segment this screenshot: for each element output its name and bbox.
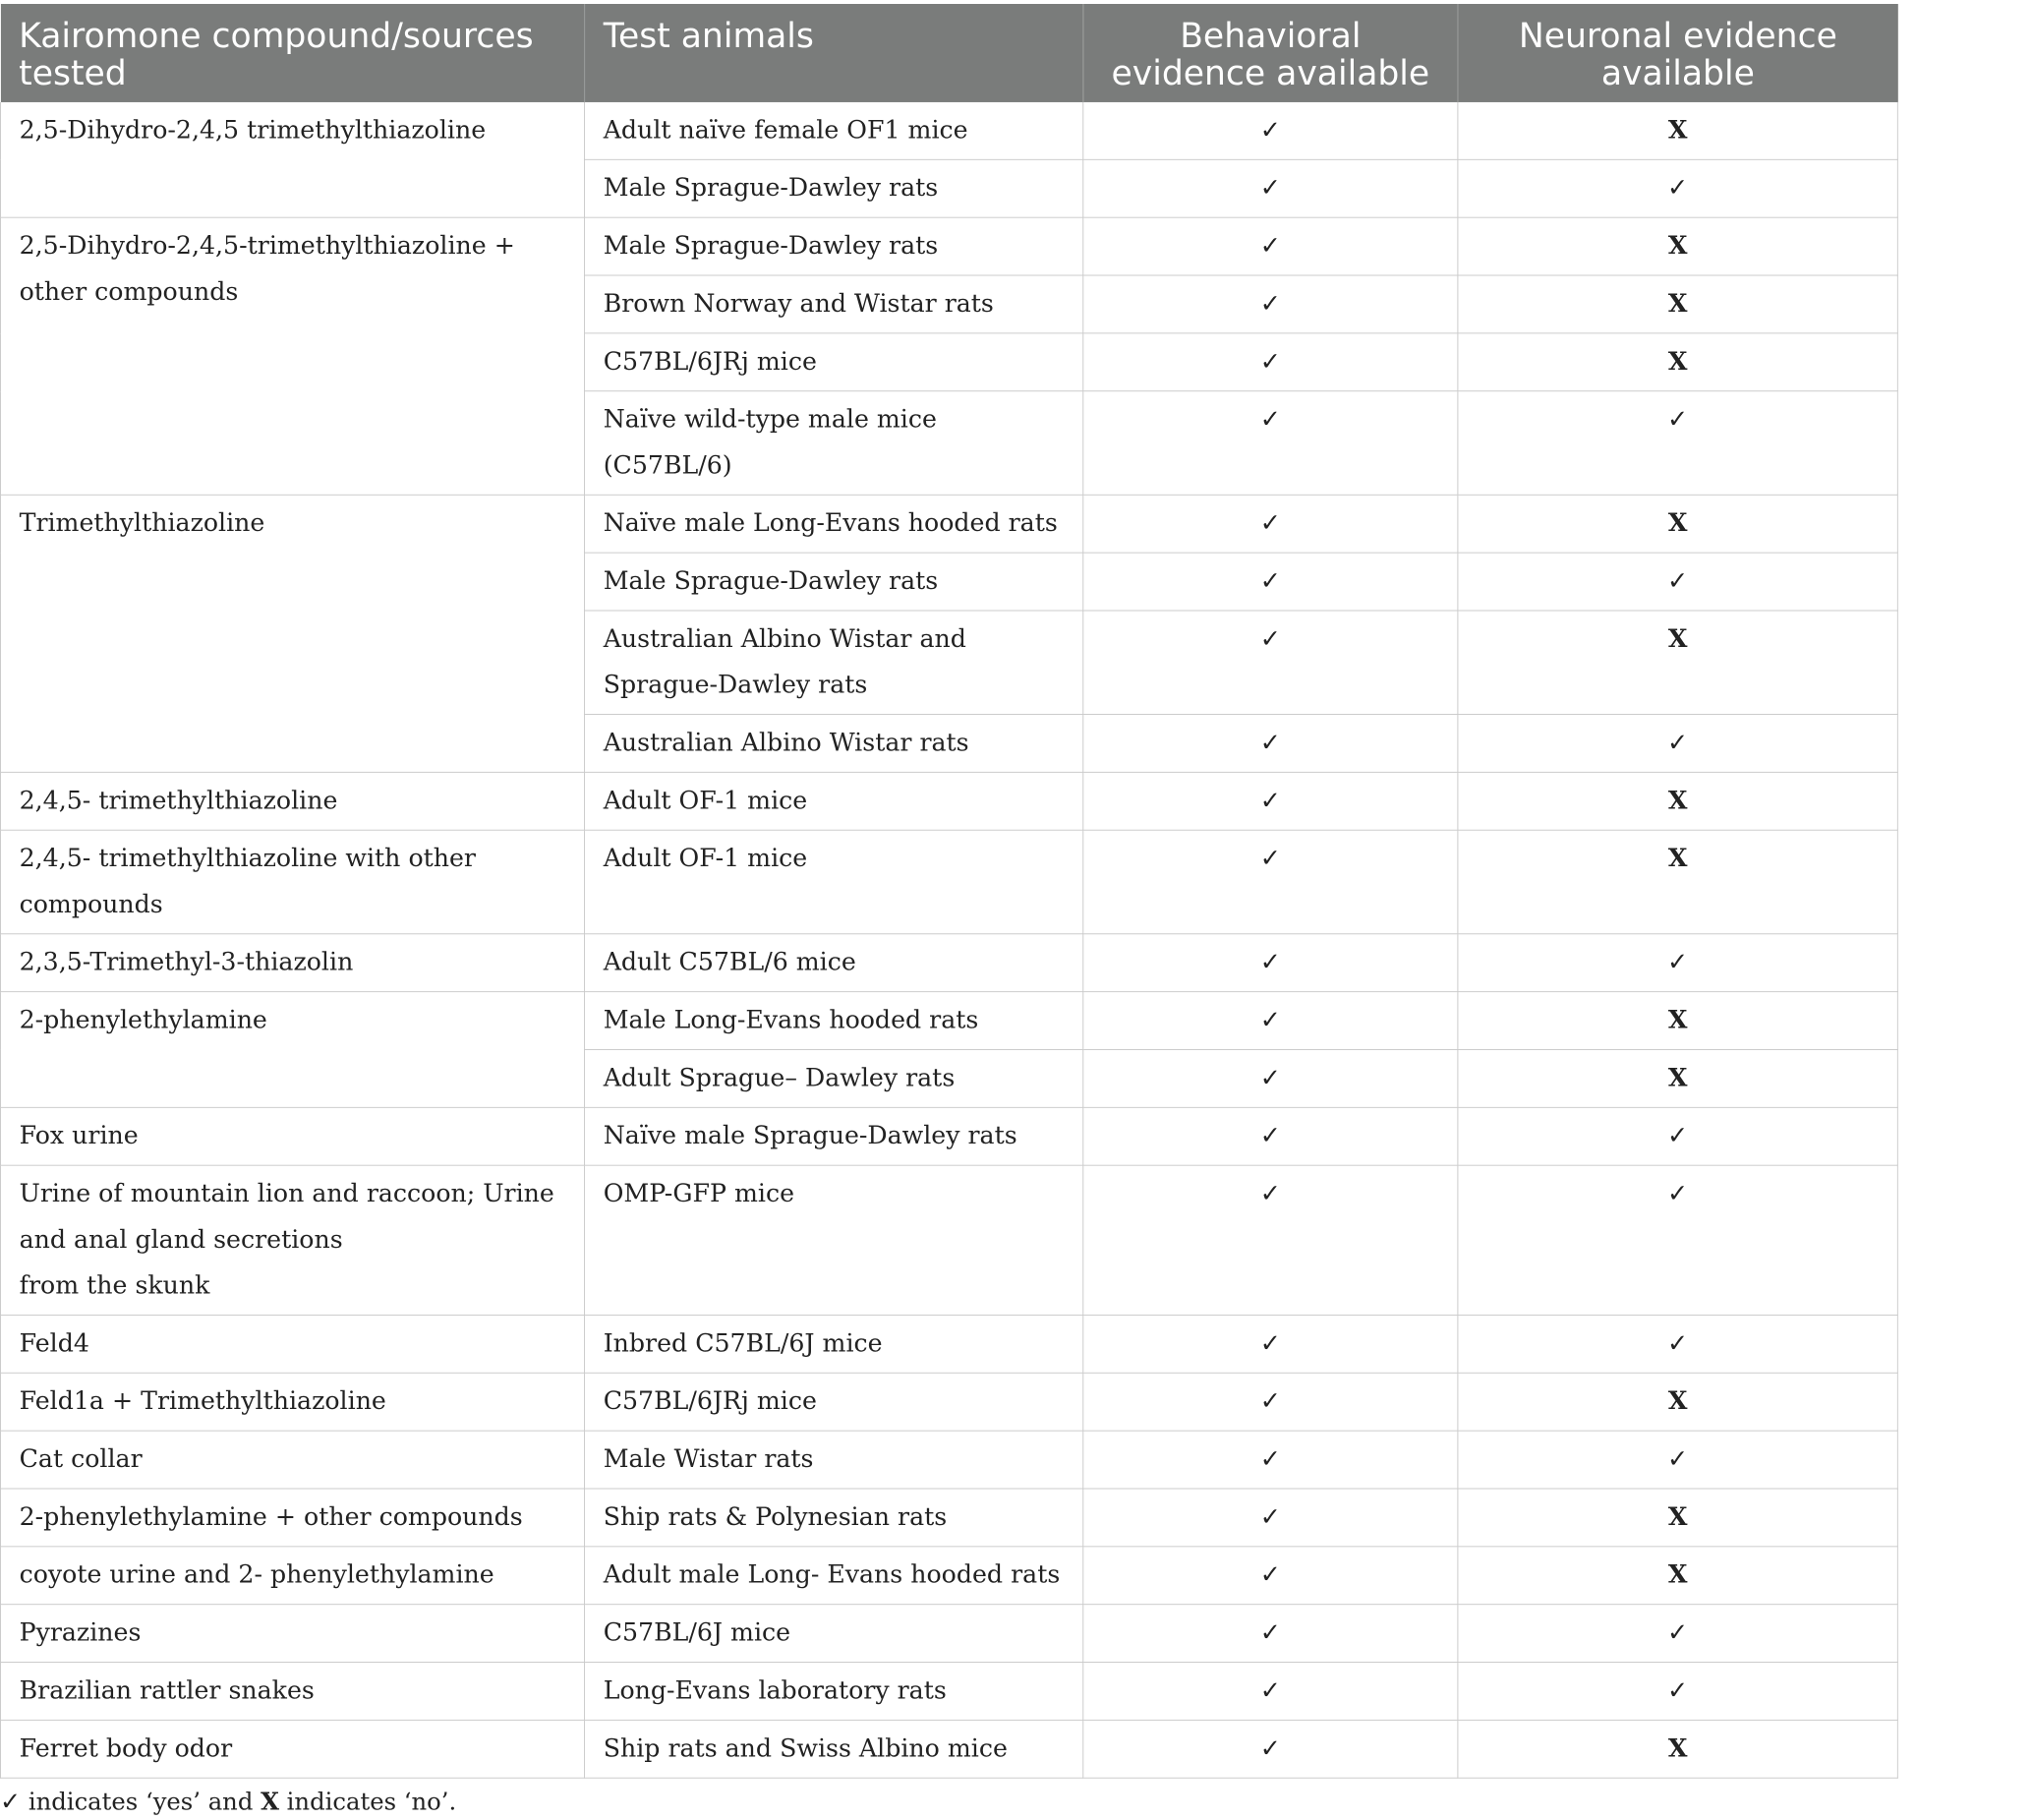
no-mark: X [1667, 231, 1688, 261]
neuronal-evidence-cell [1458, 333, 1897, 391]
test-animals-cell: Male Sprague-Dawley rats [585, 553, 1083, 611]
neuronal-evidence-cell [1458, 1605, 1897, 1663]
behavioral-evidence-cell [1083, 1049, 1458, 1107]
test-animals-cell: C57BL/6J mice [585, 1605, 1083, 1663]
behavioral-evidence-cell [1083, 1547, 1458, 1605]
neuronal-evidence-cell [1458, 102, 1897, 159]
test-animals-cell: Adult C57BL/6 mice [585, 934, 1083, 992]
check-mark: ✓ [1667, 405, 1689, 435]
check-mark: ✓ [1259, 624, 1281, 654]
no-mark: X [1667, 347, 1688, 377]
check-mark: ✓ [1259, 566, 1281, 596]
check-mark: ✓ [1259, 289, 1281, 319]
behavioral-evidence-cell [1083, 772, 1458, 830]
check-mark: ✓ [1259, 508, 1281, 538]
neuronal-evidence-cell [1458, 1547, 1897, 1605]
compound-cell: Urine of mountain lion and raccoon; Urine and anal gland secretions from the skunk [0, 1165, 584, 1315]
behavioral-evidence-cell [1083, 1489, 1458, 1547]
footnote-yes-text: indicates ‘yes’ and [21, 1788, 261, 1816]
table-row [0, 102, 1897, 159]
neuronal-evidence-cell [1458, 830, 1897, 934]
behavioral-evidence-cell [1083, 1720, 1458, 1778]
header-behavioral-evidence: Behavioral evidence available [1083, 4, 1458, 102]
test-animals-cell: Brown Norway and Wistar rats [585, 275, 1083, 333]
behavioral-evidence-cell [1083, 159, 1458, 217]
compound-cell: 2,5-Dihydro-2,4,5 trimethylthiazoline [0, 102, 584, 217]
behavioral-evidence-cell [1083, 1373, 1458, 1431]
check-mark: ✓ [1259, 1386, 1281, 1416]
check-mark: ✓ [1667, 1444, 1689, 1474]
check-mark: ✓ [1259, 1063, 1281, 1092]
check-mark: ✓ [1259, 1328, 1281, 1358]
test-animals-cell: Adult male Long- Evans hooded rats [585, 1547, 1083, 1605]
table-row [0, 217, 1897, 275]
no-mark: X [1667, 1733, 1688, 1763]
check-mark: ✓ [1259, 173, 1281, 203]
test-animals-cell: Ship rats and Swiss Albino mice [585, 1720, 1083, 1778]
no-mark: X [1667, 844, 1688, 873]
check-mark: ✓ [1259, 729, 1281, 757]
table-container [0, 4, 1897, 1816]
neuronal-evidence-cell [1458, 611, 1897, 715]
compound-cell: 2-phenylethylamine [0, 992, 584, 1108]
check-mark: ✓ [1667, 729, 1689, 757]
test-animals-cell: Naïve wild-type male mice (C57BL/6) [585, 391, 1083, 496]
check-mark: ✓ [1667, 948, 1689, 977]
header-test-animals: Test animals [585, 4, 1083, 102]
check-mark: ✓ [1667, 1676, 1689, 1705]
table-row [0, 1315, 1897, 1373]
test-animals-cell: Male Sprague-Dawley rats [585, 159, 1083, 217]
neuronal-evidence-cell [1458, 1663, 1897, 1721]
behavioral-evidence-cell [1083, 495, 1458, 553]
behavioral-evidence-cell [1083, 715, 1458, 773]
check-mark: ✓ [1667, 1618, 1689, 1648]
neuronal-evidence-cell [1458, 1720, 1897, 1778]
footnote-yes-symbol: ✓ [0, 1788, 22, 1816]
check-mark: ✓ [1259, 1560, 1281, 1590]
test-animals-cell: OMP-GFP mice [585, 1165, 1083, 1315]
neuronal-evidence-cell [1458, 1049, 1897, 1107]
test-animals-cell: C57BL/6JRj mice [585, 1373, 1083, 1431]
compound-cell: Brazilian rattler snakes [0, 1663, 584, 1721]
check-mark: ✓ [1259, 231, 1281, 261]
compound-cell: 2,4,5- trimethylthiazoline with other compounds [0, 830, 584, 934]
behavioral-evidence-cell [1083, 1165, 1458, 1315]
check-mark: ✓ [1667, 173, 1689, 203]
header-compound: Kairomone compound/sources tested [0, 4, 584, 102]
test-animals-cell: Naïve male Sprague-Dawley rats [585, 1107, 1083, 1165]
test-animals-cell: Adult OF-1 mice [585, 772, 1083, 830]
neuronal-evidence-cell [1458, 553, 1897, 611]
behavioral-evidence-cell [1083, 217, 1458, 275]
test-animals-cell: Adult OF-1 mice [585, 830, 1083, 934]
table-row [0, 1663, 1897, 1721]
table-row [0, 1431, 1897, 1489]
check-mark: ✓ [1259, 405, 1281, 435]
table-row [0, 1165, 1897, 1315]
neuronal-evidence-cell [1458, 275, 1897, 333]
no-mark: X [1667, 624, 1688, 654]
check-mark: ✓ [1259, 786, 1281, 815]
no-mark: X [1667, 115, 1688, 145]
compound-cell: Cat collar [0, 1431, 584, 1489]
compound-cell: 2,4,5- trimethylthiazoline [0, 772, 584, 830]
table-row [0, 830, 1897, 934]
no-mark: X [1667, 508, 1688, 538]
neuronal-evidence-cell [1458, 1431, 1897, 1489]
compound-cell: 2,3,5-Trimethyl-3-thiazolin [0, 934, 584, 992]
check-mark: ✓ [1259, 115, 1281, 145]
table-header [0, 4, 1897, 102]
check-mark: ✓ [1259, 347, 1281, 377]
check-mark: ✓ [1259, 1733, 1281, 1763]
behavioral-evidence-cell [1083, 934, 1458, 992]
compound-cell: Pyrazines [0, 1605, 584, 1663]
test-animals-cell: Australian Albino Wistar rats [585, 715, 1083, 773]
compound-cell: Fox urine [0, 1107, 584, 1165]
no-mark: X [1667, 1560, 1688, 1590]
neuronal-evidence-cell [1458, 1373, 1897, 1431]
behavioral-evidence-cell [1083, 333, 1458, 391]
behavioral-evidence-cell [1083, 1107, 1458, 1165]
check-mark: ✓ [1259, 1618, 1281, 1648]
behavioral-evidence-cell [1083, 553, 1458, 611]
behavioral-evidence-cell [1083, 275, 1458, 333]
table-footnote [0, 1788, 1897, 1816]
no-mark: X [1667, 289, 1688, 319]
test-animals-cell: Adult naïve female OF1 mice [585, 102, 1083, 159]
behavioral-evidence-cell [1083, 1605, 1458, 1663]
behavioral-evidence-cell [1083, 611, 1458, 715]
table-row [0, 1373, 1897, 1431]
table-row [0, 1489, 1897, 1547]
kairomone-table [0, 4, 1898, 1779]
no-mark: X [1667, 1386, 1688, 1416]
table-row [0, 1547, 1897, 1605]
compound-cell: Trimethylthiazoline [0, 495, 584, 772]
check-mark: ✓ [1667, 1179, 1689, 1208]
neuronal-evidence-cell [1458, 1315, 1897, 1373]
neuronal-evidence-cell [1458, 1107, 1897, 1165]
neuronal-evidence-cell [1458, 1489, 1897, 1547]
header-neuronal-evidence: Neuronal evidence available [1458, 4, 1897, 102]
no-mark: X [1667, 1063, 1688, 1092]
table-row [0, 772, 1897, 830]
table-row [0, 495, 1897, 553]
compound-cell: 2,5-Dihydro-2,4,5-trimethylthiazoline + other compounds [0, 217, 584, 495]
test-animals-cell: Male Long-Evans hooded rats [585, 992, 1083, 1050]
compound-cell: Feld1a + Trimethylthiazoline [0, 1373, 584, 1431]
behavioral-evidence-cell [1083, 391, 1458, 496]
check-mark: ✓ [1259, 1444, 1281, 1474]
check-mark: ✓ [1667, 1121, 1689, 1150]
check-mark: ✓ [1259, 1121, 1281, 1150]
no-mark: X [1667, 1006, 1688, 1035]
test-animals-cell: Australian Albino Wistar and Sprague-Dawley rats [585, 611, 1083, 715]
check-mark: ✓ [1259, 844, 1281, 873]
neuronal-evidence-cell [1458, 391, 1897, 496]
neuronal-evidence-cell [1458, 159, 1897, 217]
compound-cell: coyote urine and 2- phenylethylamine [0, 1547, 584, 1605]
check-mark: ✓ [1259, 1676, 1281, 1705]
neuronal-evidence-cell [1458, 934, 1897, 992]
test-animals-cell: Adult Sprague– Dawley rats [585, 1049, 1083, 1107]
neuronal-evidence-cell [1458, 992, 1897, 1050]
table-body [0, 102, 1897, 1778]
table-row [0, 934, 1897, 992]
test-animals-cell: Inbred C57BL/6J mice [585, 1315, 1083, 1373]
test-animals-cell: Naïve male Long-Evans hooded rats [585, 495, 1083, 553]
test-animals-cell: Male Sprague-Dawley rats [585, 217, 1083, 275]
test-animals-cell: Male Wistar rats [585, 1431, 1083, 1489]
no-mark: X [1667, 1502, 1688, 1532]
behavioral-evidence-cell [1083, 102, 1458, 159]
compound-cell: Feld4 [0, 1315, 584, 1373]
footnote-no-symbol: X [261, 1788, 279, 1816]
check-mark: ✓ [1667, 566, 1689, 596]
neuronal-evidence-cell [1458, 1165, 1897, 1315]
behavioral-evidence-cell [1083, 1663, 1458, 1721]
footnote-no-text: indicates ‘no’. [278, 1788, 457, 1816]
check-mark: ✓ [1259, 1502, 1281, 1532]
table-row [0, 1605, 1897, 1663]
table-row [0, 992, 1897, 1050]
test-animals-cell: C57BL/6JRj mice [585, 333, 1083, 391]
behavioral-evidence-cell [1083, 1431, 1458, 1489]
neuronal-evidence-cell [1458, 217, 1897, 275]
check-mark: ✓ [1667, 1328, 1689, 1358]
neuronal-evidence-cell [1458, 715, 1897, 773]
neuronal-evidence-cell [1458, 495, 1897, 553]
test-animals-cell: Ship rats & Polynesian rats [585, 1489, 1083, 1547]
test-animals-cell: Long-Evans laboratory rats [585, 1663, 1083, 1721]
compound-cell: Ferret body odor [0, 1720, 584, 1778]
check-mark: ✓ [1259, 1006, 1281, 1035]
behavioral-evidence-cell [1083, 1315, 1458, 1373]
neuronal-evidence-cell [1458, 772, 1897, 830]
table-row [0, 1107, 1897, 1165]
no-mark: X [1667, 786, 1688, 815]
check-mark: ✓ [1259, 948, 1281, 977]
check-mark: ✓ [1259, 1179, 1281, 1208]
compound-cell: 2-phenylethylamine + other compounds [0, 1489, 584, 1547]
table-row [0, 1720, 1897, 1778]
behavioral-evidence-cell [1083, 992, 1458, 1050]
behavioral-evidence-cell [1083, 830, 1458, 934]
